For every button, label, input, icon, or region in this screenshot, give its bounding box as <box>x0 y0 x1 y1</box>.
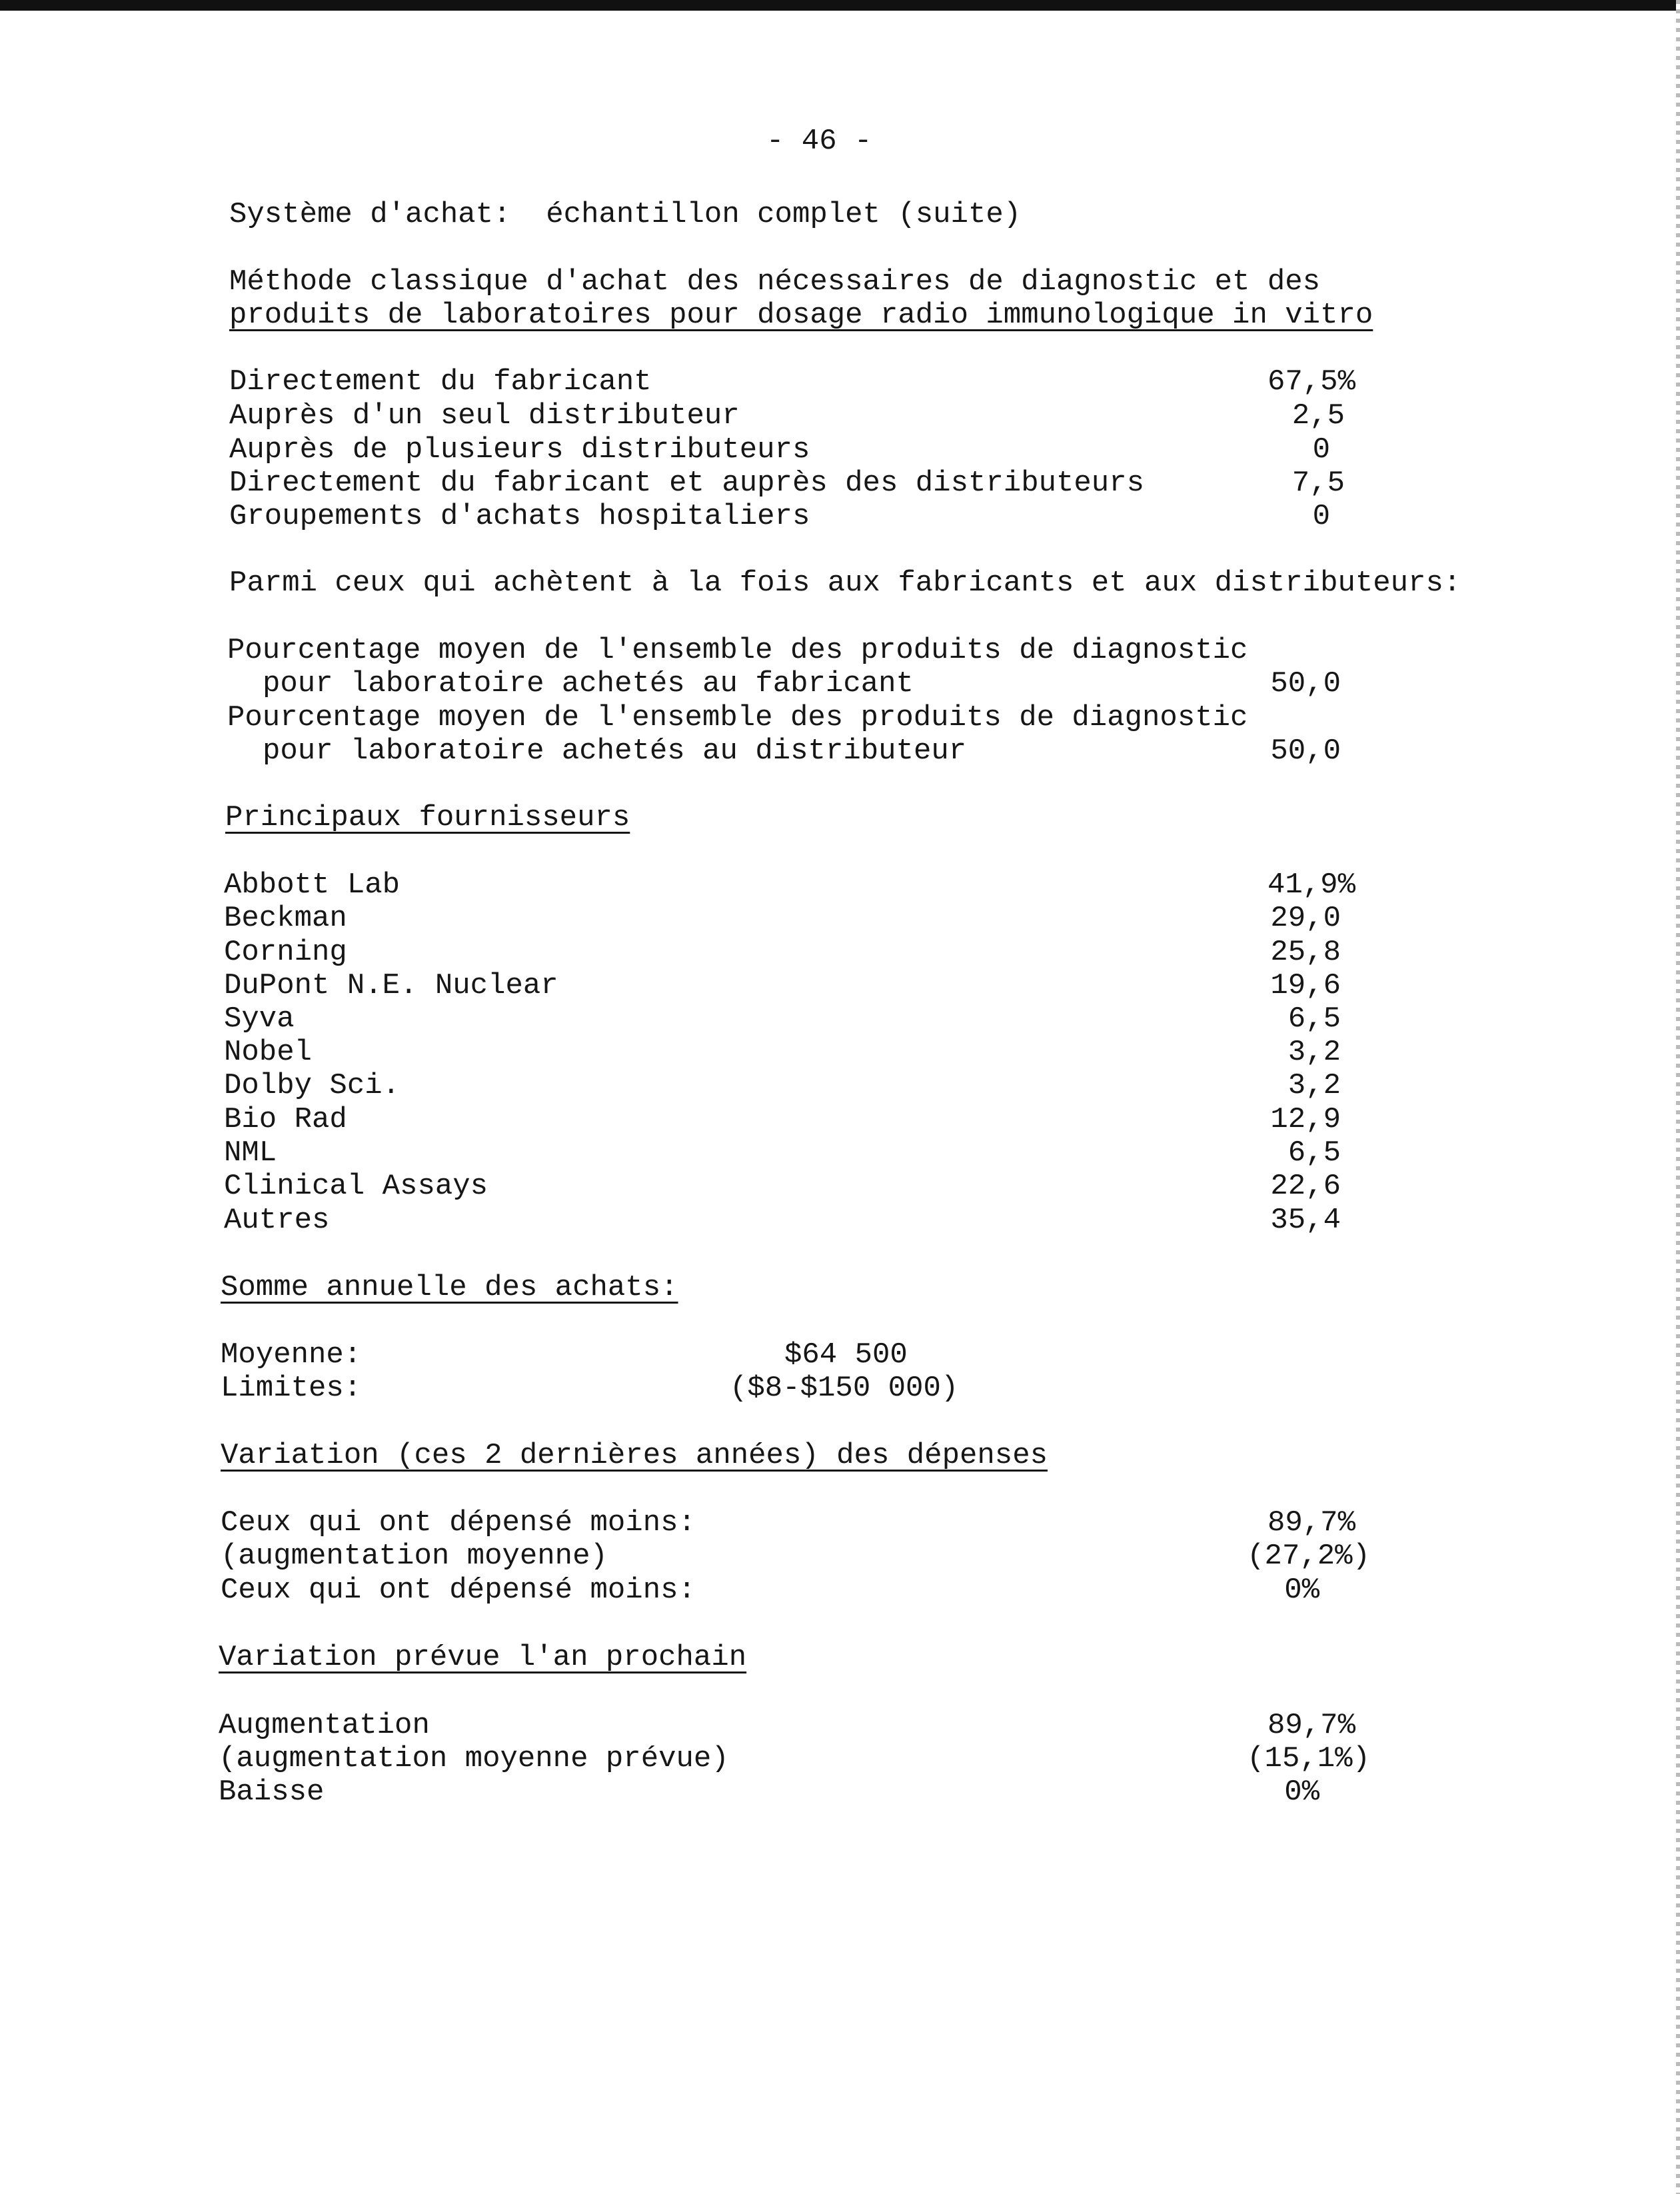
annual-value-average: $64 500 <box>784 1338 908 1372</box>
supplier-value: 41,9% <box>1267 868 1355 902</box>
mixed-row-value: 50,0 <box>1270 667 1341 700</box>
method-row-label: Auprès d'un seul distributeur <box>229 399 740 433</box>
variation-next-value: 89,7% <box>1267 1709 1355 1742</box>
variation-next-label: Baisse <box>219 1775 325 1809</box>
supplier-value: 19,6 <box>1270 969 1341 1002</box>
method-row-label: Auprès de plusieurs distributeurs <box>229 433 810 467</box>
page-number: - 46 - <box>766 125 872 158</box>
annual-heading: Somme annuelle des achats: <box>221 1271 678 1304</box>
supplier-value: 6,5 <box>1287 1002 1341 1036</box>
supplier-name: Bio Rad <box>224 1103 347 1136</box>
variation-next-value: 0% <box>1284 1775 1319 1809</box>
annual-value-range: ($8-$150 000) <box>730 1372 959 1405</box>
annual-label-average: Moyenne: <box>221 1338 362 1372</box>
supplier-name: Clinical Assays <box>224 1170 488 1203</box>
supplier-name: Nobel <box>224 1036 313 1069</box>
method-row-value: 67,5% <box>1267 365 1355 399</box>
method-row-value: 0 <box>1312 433 1330 467</box>
supplier-name: Beckman <box>224 902 347 935</box>
variation-next-value: (15,1%) <box>1247 1742 1370 1775</box>
method-row-label: Directement du fabricant <box>229 365 652 399</box>
variation-past-value: (27,2%) <box>1247 1540 1370 1573</box>
variation-past-heading: Variation (ces 2 dernières années) des dépenses <box>221 1439 1048 1472</box>
suppliers-heading: Principaux fournisseurs <box>225 801 630 834</box>
method-heading-line1: Méthode classique d'achat des nécessaires de diagnostic et des <box>229 265 1321 299</box>
supplier-name: Abbott Lab <box>224 868 401 902</box>
method-row-value: 7,5 <box>1291 467 1345 500</box>
mixed-buyers-heading: Parmi ceux qui achètent à la fois aux fabricants et aux distributeurs: <box>229 566 1461 600</box>
supplier-value: 22,6 <box>1270 1170 1341 1203</box>
mixed-row-line1: Pourcentage moyen de l'ensemble des produits de diagnostic <box>227 634 1248 667</box>
variation-next-label: Augmentation <box>219 1709 430 1742</box>
method-row-value: 2,5 <box>1291 399 1345 433</box>
supplier-name: Corning <box>224 936 347 969</box>
variation-past-value: 0% <box>1284 1574 1319 1607</box>
supplier-value: 35,4 <box>1270 1204 1341 1237</box>
method-row-label: Directement du fabricant et auprès des distributeurs <box>229 467 1145 500</box>
variation-next-heading: Variation prévue l'an prochain <box>219 1641 747 1674</box>
supplier-name: Syva <box>224 1002 295 1036</box>
supplier-value: 3,2 <box>1287 1036 1341 1069</box>
annual-label-range: Limites: <box>221 1372 362 1405</box>
variation-past-label: Ceux qui ont dépensé moins: <box>221 1574 696 1607</box>
method-row-label: Groupements d'achats hospitaliers <box>229 500 810 533</box>
supplier-name: Dolby Sci. <box>224 1069 401 1102</box>
method-row-value: 0 <box>1312 500 1330 533</box>
supplier-name: Autres <box>224 1204 330 1237</box>
mixed-row-line1: Pourcentage moyen de l'ensemble des produits de diagnostic <box>227 701 1248 734</box>
supplier-name: DuPont N.E. Nuclear <box>224 969 558 1002</box>
supplier-value: 25,8 <box>1270 936 1341 969</box>
variation-next-label: (augmentation moyenne prévue) <box>219 1742 729 1775</box>
variation-past-label: Ceux qui ont dépensé moins: <box>221 1506 696 1540</box>
mixed-row-value: 50,0 <box>1270 734 1341 768</box>
supplier-value: 6,5 <box>1287 1136 1341 1170</box>
supplier-name: NML <box>224 1136 277 1170</box>
mixed-row-line2: pour laboratoire achetés au distributeur <box>263 734 967 768</box>
supplier-value: 3,2 <box>1287 1069 1341 1102</box>
supplier-value: 29,0 <box>1270 902 1341 935</box>
variation-past-value: 89,7% <box>1267 1506 1355 1540</box>
mixed-row-line2: pour laboratoire achetés au fabricant <box>263 667 914 700</box>
method-heading-line2: produits de laboratoires pour dosage radio immunologique in vitro <box>229 299 1373 332</box>
section-title: Système d'achat: échantillon complet (suite) <box>229 198 1022 231</box>
supplier-value: 12,9 <box>1270 1103 1341 1136</box>
variation-past-label: (augmentation moyenne) <box>221 1540 608 1573</box>
